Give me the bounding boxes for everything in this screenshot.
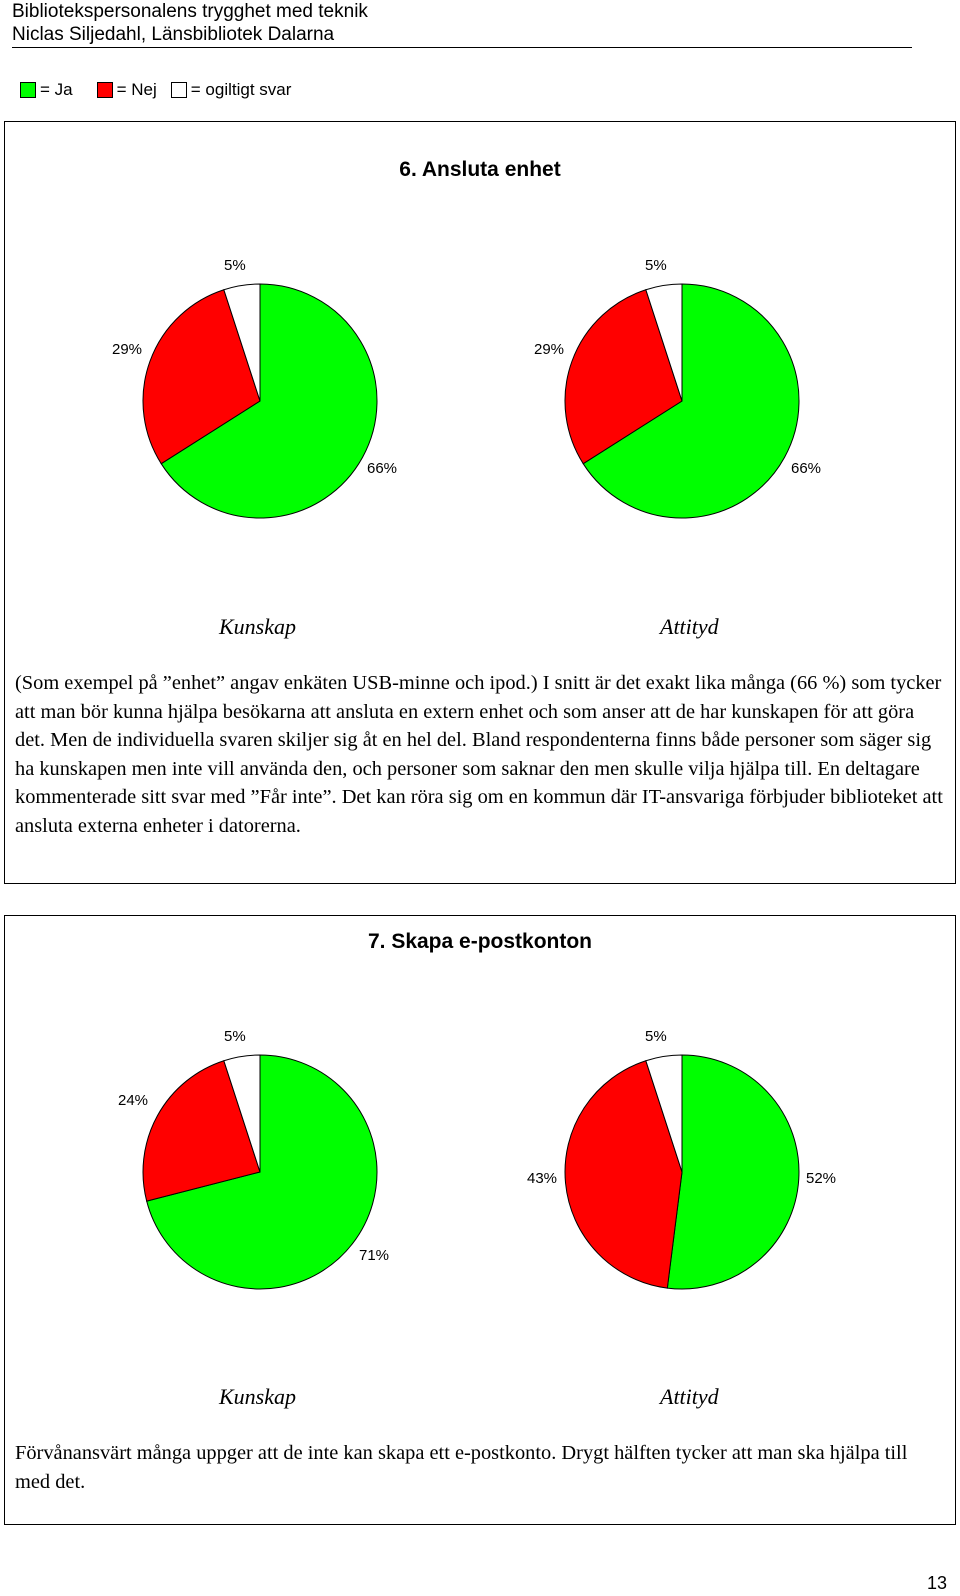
pie-chart-kunskap-6 [143, 284, 377, 518]
header-divider [12, 47, 912, 48]
section-6-pie-canvas [5, 122, 955, 662]
pie-label-nej: 24% [118, 1092, 149, 1109]
caption-attityd: Attityd [660, 1384, 719, 1409]
legend-label-ja: = Ja [40, 80, 73, 99]
section-7-pie-canvas [5, 916, 955, 1336]
caption-attityd: Attityd [660, 614, 719, 639]
section-7-box [4, 915, 956, 1525]
legend-swatch-ogiltigt [171, 82, 187, 98]
pie-label-ja: 52% [806, 1170, 837, 1187]
legend-swatch-ja [20, 82, 36, 98]
section-7-title: 7. Skapa e-postkonton [367, 930, 593, 953]
caption-kunskap: Kunskap [219, 614, 296, 639]
section-6-paragraph: (Som exempel på ”enhet” angav enkäten USB-minne och ipod.) I snitt är det exakt lika många (66 %) som tycker att man bör kunna hjälpa besökarna att ansluta en extern enhet och som anser att de har kunskapen för att göra det. Men de individuella svaren skiljer sig åt en hel del. Bland respondenterna finns både personer som säger sig ha kunskapen men inte vill använda den, och personer som saknar den men skulle vilja hjälpa till. En deltagare kommenterade sitt svar med ”Får inte”. Det kan röra sig om en kommun där IT-ansvariga förbjuder biblioteket att ansluta externa enheter i datorerna. [15, 672, 943, 837]
page-header [12, 0, 912, 46]
legend-label-ogiltigt: = ogiltigt svar [190, 80, 292, 99]
legend-swatch-nej [97, 82, 113, 98]
pie-label-ja: 71% [359, 1247, 390, 1264]
pie-label-nej: 29% [534, 341, 565, 358]
pie-label-ogiltigt: 5% [224, 257, 246, 274]
legend-label-nej: = Nej [116, 80, 157, 99]
pie-chart-kunskap-7 [143, 1055, 377, 1289]
section-7-paragraph: Förvånansvärt många uppger att de inte kan skapa ett e-postkonto. Drygt hälften tycker att man ska hjälpa till med det. [15, 1442, 908, 1493]
legend-item-ogiltigt [171, 80, 292, 100]
legend [20, 80, 297, 100]
legend-item-nej [97, 80, 157, 100]
pie-slice-ja [667, 1055, 799, 1289]
pie-chart-attityd-6 [565, 284, 799, 518]
caption-kunskap: Kunskap [219, 1384, 296, 1409]
pie-label-ja: 66% [367, 460, 398, 477]
pie-label-ja: 66% [791, 460, 822, 477]
pie-label-ogiltigt: 5% [645, 1028, 667, 1045]
pie-label-ogiltigt: 5% [645, 257, 667, 274]
pie-label-nej: 43% [527, 1170, 558, 1187]
document-title: Bibliotekspersonalens trygghet med teknik [12, 1, 368, 22]
pie-label-ogiltigt: 5% [224, 1028, 246, 1045]
page-number: 13 [926, 1573, 947, 1593]
section-6-box [4, 121, 956, 884]
section-6-title: 6. Ansluta enhet [399, 158, 561, 181]
legend-item-ja [20, 80, 73, 100]
document-author: Niclas Siljedahl, Länsbibliotek Dalarna [12, 24, 335, 45]
pie-chart-attityd-7 [565, 1055, 799, 1289]
pie-label-nej: 29% [112, 341, 143, 358]
